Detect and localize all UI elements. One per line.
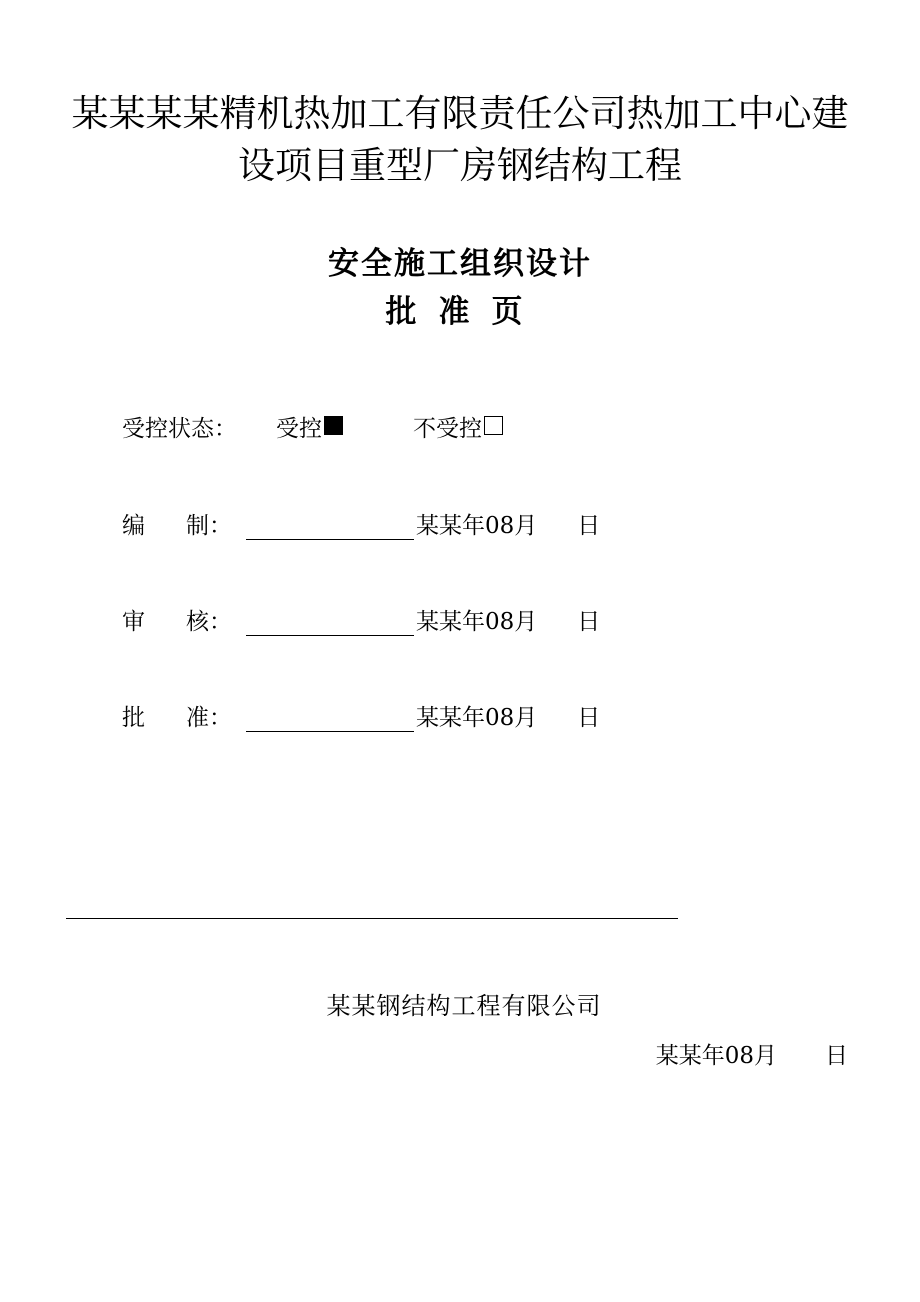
- controlled-option[interactable]: [276, 410, 343, 443]
- uncontrolled-option-label: 不受控: [413, 416, 482, 442]
- reviewed-by-date: 某某年08月: [416, 609, 538, 635]
- compiled-by-row: [122, 507, 600, 540]
- footer-date-prefix: 某某年08月: [655, 1043, 777, 1069]
- compiled-by-label: 编 制：: [122, 513, 232, 539]
- approved-by-row: [122, 699, 600, 732]
- compiled-by-day: 日: [577, 513, 601, 539]
- compiled-by-signature-line[interactable]: [246, 515, 414, 540]
- compiled-by-date: 某某年08月: [416, 513, 538, 539]
- approved-by-signature-line[interactable]: [246, 707, 414, 732]
- approval-page-title: 批准页: [385, 294, 545, 330]
- controlled-checkbox-filled-icon[interactable]: [324, 416, 343, 435]
- company-name: 某某钢结构工程有限公司: [326, 992, 602, 1020]
- title-line-2: 设项目重型厂房钢结构工程: [238, 144, 682, 187]
- reviewed-by-day: 日: [577, 609, 601, 635]
- title-line-1: 某某某某精机热加工有限责任公司热加工中心建: [71, 92, 849, 135]
- footer-date-day: 日: [825, 1043, 848, 1069]
- uncontrolled-checkbox-empty-icon[interactable]: [484, 416, 503, 435]
- controlled-option-label: 受控: [276, 416, 322, 442]
- approved-by-date: 某某年08月: [416, 705, 538, 731]
- control-status-label: 受控状态：: [122, 416, 237, 442]
- approved-by-day: 日: [577, 705, 601, 731]
- plan-title: 安全施工组织设计: [328, 246, 592, 282]
- reviewed-by-label: 审 核：: [122, 609, 232, 635]
- divider-line: [66, 918, 678, 919]
- footer-date: [656, 1037, 848, 1070]
- approved-by-label: 批 准：: [122, 705, 232, 731]
- reviewed-by-row: [122, 603, 600, 636]
- control-status-row: [122, 410, 503, 443]
- uncontrolled-option[interactable]: [413, 410, 503, 443]
- reviewed-by-signature-line[interactable]: [246, 611, 414, 636]
- document-title: [60, 88, 860, 192]
